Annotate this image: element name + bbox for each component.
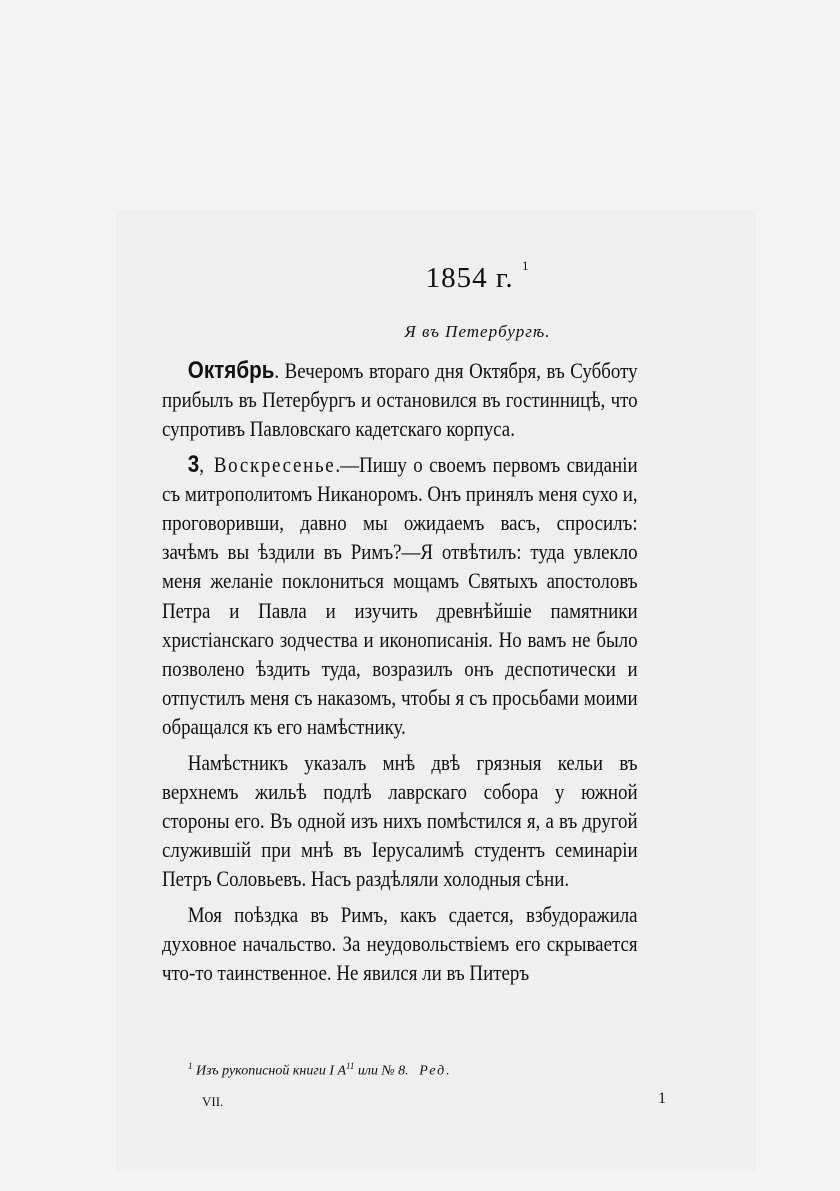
paragraph-text: .—Пишу о своемъ первомъ свиданіи съ митрополитомъ Никаноромъ. Онъ принялъ меня сухо и, проговоривши, давно мы ожидаемъ васъ, спросилъ: зачѣмъ вы ѣздили въ Римъ?—Я отвѣтилъ: туда увлекло меня желаніе поклониться мощамъ Святыхъ апостоловъ Петра и Павла и изучить древнѣйшіе памятники христіанскаго зодчества и иконописанія. Но вамъ не было позволено ѣздить туда, возразилъ онъ деспотически и отпустилъ меня съ наказомъ, чтобы я съ просьбами моими обращался къ его намѣстнику. (162, 451, 638, 740)
footnote-text: Изъ рукописной книги I А (196, 1063, 347, 1079)
editor-mark: Ред. (419, 1063, 452, 1079)
footnote-superscript: 11 (346, 1061, 355, 1071)
day-number: 3 (187, 450, 200, 478)
footnote (188, 1061, 708, 1080)
signature-mark: VII. (202, 1094, 224, 1109)
footnote-text-after: или № 8. (354, 1063, 409, 1079)
paragraph-day-3 (162, 450, 638, 742)
book-page (120, 60, 760, 1180)
page-number: 1 (658, 1090, 666, 1107)
month-label: Октябрь (187, 357, 275, 384)
body-text (162, 356, 638, 987)
footnote-mark: 1 (188, 1061, 193, 1071)
section-subtitle: Я въ Петербургѣ. (404, 322, 551, 341)
year-heading-text: 1854 г. (425, 262, 514, 294)
year-heading (120, 258, 835, 295)
paragraph-text: . Вечеромъ втораго дня Октября, въ Субботу прибылъ въ Петербургъ и остановился въ гостинницѣ, что супротивъ Павловскаго кадетскаго корпуса. (162, 358, 638, 442)
day-name: , Воскресенье (199, 451, 336, 477)
paragraph-namestnik: Намѣстникъ указалъ мнѣ двѣ грязныя кельи въ верхнемъ жильѣ подлѣ лаврскаго собора у южной стороны его. Въ одной изъ нихъ помѣстился я, а въ другой служившій при мнѣ въ Іерусалимѣ студентъ семинаріи Петръ Соловьевъ. Насъ раздѣляли холодныя сѣни. (162, 749, 638, 892)
heading-footnote-mark: 1 (521, 258, 530, 274)
paragraph-october (162, 356, 638, 444)
paragraph-rome-trip: Моя поѣздка въ Римъ, какъ сдается, взбудоражила духовное начальство. За неудовольствіемъ его скрывается что-то таинственное. Не явился ли въ Питеръ (162, 901, 638, 986)
